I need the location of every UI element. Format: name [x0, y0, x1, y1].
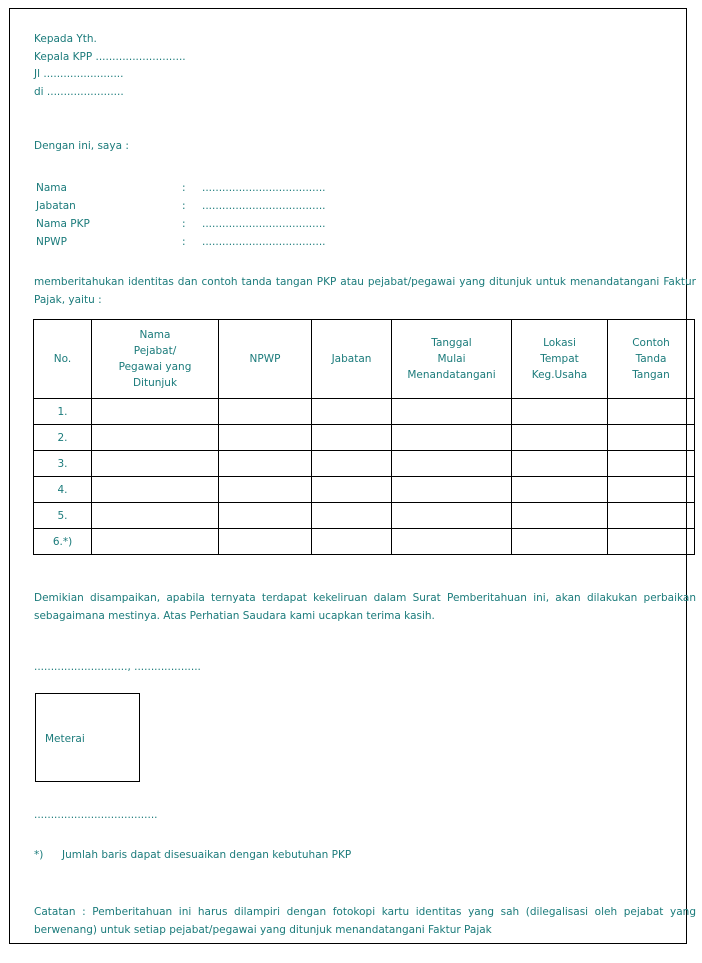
table-row [34, 399, 695, 425]
addressee-line-4: di ....................... [34, 85, 124, 98]
cell-no: 3. [34, 451, 92, 477]
cell-jabatan[interactable] [312, 477, 392, 503]
place-date-line[interactable]: ............................, .................... [34, 661, 201, 673]
header-line: Keg.Usaha [531, 369, 588, 381]
table-header-row [34, 320, 695, 399]
cell-jabatan[interactable] [312, 451, 392, 477]
table-row [34, 477, 695, 503]
table-row [34, 529, 695, 555]
cell-no: 6.*) [34, 529, 92, 555]
header-line: Contoh [632, 337, 670, 349]
field-value-nama[interactable]: ..................................... [202, 182, 326, 194]
cell-npwp[interactable] [219, 425, 312, 451]
field-colon-nama-pkp: : [182, 218, 186, 230]
table-header-lokasi [512, 320, 608, 399]
addressee-line-1: Kepada Yth. [34, 33, 97, 45]
cell-nama[interactable] [92, 425, 219, 451]
cell-npwp[interactable] [219, 503, 312, 529]
officials-table [33, 319, 695, 555]
cell-jabatan[interactable] [312, 503, 392, 529]
cell-jabatan[interactable] [312, 529, 392, 555]
field-row-jabatan [36, 197, 326, 215]
header-line: Tempat [540, 353, 579, 365]
table-row [34, 451, 695, 477]
table-header-nama-pejabat [92, 320, 219, 399]
field-colon-jabatan: : [182, 200, 186, 212]
signature-line[interactable]: ..................................... [34, 809, 158, 821]
cell-tanggal[interactable] [392, 503, 512, 529]
header-line: Tanda [635, 353, 667, 365]
table-header-contoh-tanda-tangan [608, 320, 695, 399]
field-label-nama: Nama [36, 182, 67, 194]
cell-lokasi[interactable] [512, 503, 608, 529]
intro-paragraph: memberitahukan identitas dan contoh tanda tangan PKP atau pejabat/pegawai yang ditunjuk untuk menandatangani Faktur Pajak, yaitu : [34, 276, 696, 306]
meterai-box[interactable] [35, 693, 140, 782]
header-line: No. [53, 353, 72, 365]
cell-contoh[interactable] [608, 477, 695, 503]
identity-fields [36, 179, 326, 251]
cell-no: 2. [34, 425, 92, 451]
header-line: Pegawai yang [118, 361, 192, 373]
header-line: Ditunjuk [132, 377, 178, 389]
cell-tanggal[interactable] [392, 425, 512, 451]
cell-npwp[interactable] [219, 399, 312, 425]
cell-contoh[interactable] [608, 399, 695, 425]
field-row-nama-pkp [36, 215, 326, 233]
cell-jabatan[interactable] [312, 425, 392, 451]
field-row-nama [36, 179, 326, 197]
field-value-npwp[interactable]: ..................................... [202, 236, 326, 248]
table-header-npwp [219, 320, 312, 399]
field-label-nama-pkp: Nama PKP [36, 218, 90, 230]
cell-tanggal[interactable] [392, 477, 512, 503]
cell-npwp[interactable] [219, 529, 312, 555]
addressee-line-3: Jl ........................ [34, 68, 124, 80]
table-row [34, 425, 695, 451]
cell-nama[interactable] [92, 503, 219, 529]
table-header-jabatan [312, 320, 392, 399]
header-line: Mulai [437, 353, 466, 365]
footnote-text: Jumlah baris dapat disesuaikan dengan kebutuhan PKP [62, 849, 352, 861]
table-header-tanggal-mulai [392, 320, 512, 399]
cell-lokasi[interactable] [512, 477, 608, 503]
header-line: Lokasi [543, 337, 576, 349]
cell-contoh[interactable] [608, 529, 695, 555]
cell-nama[interactable] [92, 529, 219, 555]
cell-tanggal[interactable] [392, 451, 512, 477]
field-colon-nama: : [182, 182, 186, 194]
cell-nama[interactable] [92, 477, 219, 503]
meterai-label: Meterai [45, 733, 85, 745]
addressee-block [34, 31, 186, 101]
cell-nama[interactable] [92, 451, 219, 477]
cell-lokasi[interactable] [512, 425, 608, 451]
cell-npwp[interactable] [219, 477, 312, 503]
field-row-npwp [36, 233, 326, 251]
closing-paragraph: Demikian disampaikan, apabila ternyata terdapat kekeliruan dalam Surat Pemberitahuan ini, akan dilakukan perbaikan sebagaimana mestinya. Atas Perhatian Saudara kami ucapkan terima kasih. [34, 592, 696, 622]
field-value-jabatan[interactable]: ..................................... [202, 200, 326, 212]
document-body [22, 9, 696, 943]
header-line: Pejabat/ [133, 345, 177, 357]
header-line: Nama [139, 329, 171, 341]
note-block: Catatan : Pemberitahuan ini harus dilampiri dengan fotokopi kartu identitas yang sah (dilegalisasi oleh pejabat yang berwenang) untuk setiap pejabat/pegawai yang ditunjuk menandatangani Faktur Pajak [34, 906, 696, 936]
cell-no: 4. [34, 477, 92, 503]
header-line: Menandatangani [407, 369, 496, 381]
cell-npwp[interactable] [219, 451, 312, 477]
footnote [34, 849, 351, 861]
cell-lokasi[interactable] [512, 451, 608, 477]
cell-contoh[interactable] [608, 451, 695, 477]
table-row [34, 503, 695, 529]
header-line: Tanggal [431, 337, 472, 349]
cell-lokasi[interactable] [512, 399, 608, 425]
cell-lokasi[interactable] [512, 529, 608, 555]
header-line: NPWP [249, 353, 281, 365]
field-label-jabatan: Jabatan [36, 200, 76, 212]
field-colon-npwp: : [182, 236, 186, 248]
cell-contoh[interactable] [608, 503, 695, 529]
cell-tanggal[interactable] [392, 399, 512, 425]
header-line: Jabatan [331, 353, 372, 365]
cell-nama[interactable] [92, 399, 219, 425]
cell-contoh[interactable] [608, 425, 695, 451]
cell-no: 1. [34, 399, 92, 425]
opening-statement: Dengan ini, saya : [34, 140, 129, 152]
table-header-no [34, 320, 92, 399]
addressee-line-2: Kepala KPP ........................... [34, 50, 186, 63]
field-value-nama-pkp[interactable]: ..................................... [202, 218, 326, 230]
cell-no: 5. [34, 503, 92, 529]
cell-jabatan[interactable] [312, 399, 392, 425]
header-line: Tangan [632, 369, 670, 381]
cell-tanggal[interactable] [392, 529, 512, 555]
field-label-npwp: NPWP [36, 236, 67, 248]
document-page [9, 8, 696, 944]
footnote-mark: *) [34, 849, 44, 861]
